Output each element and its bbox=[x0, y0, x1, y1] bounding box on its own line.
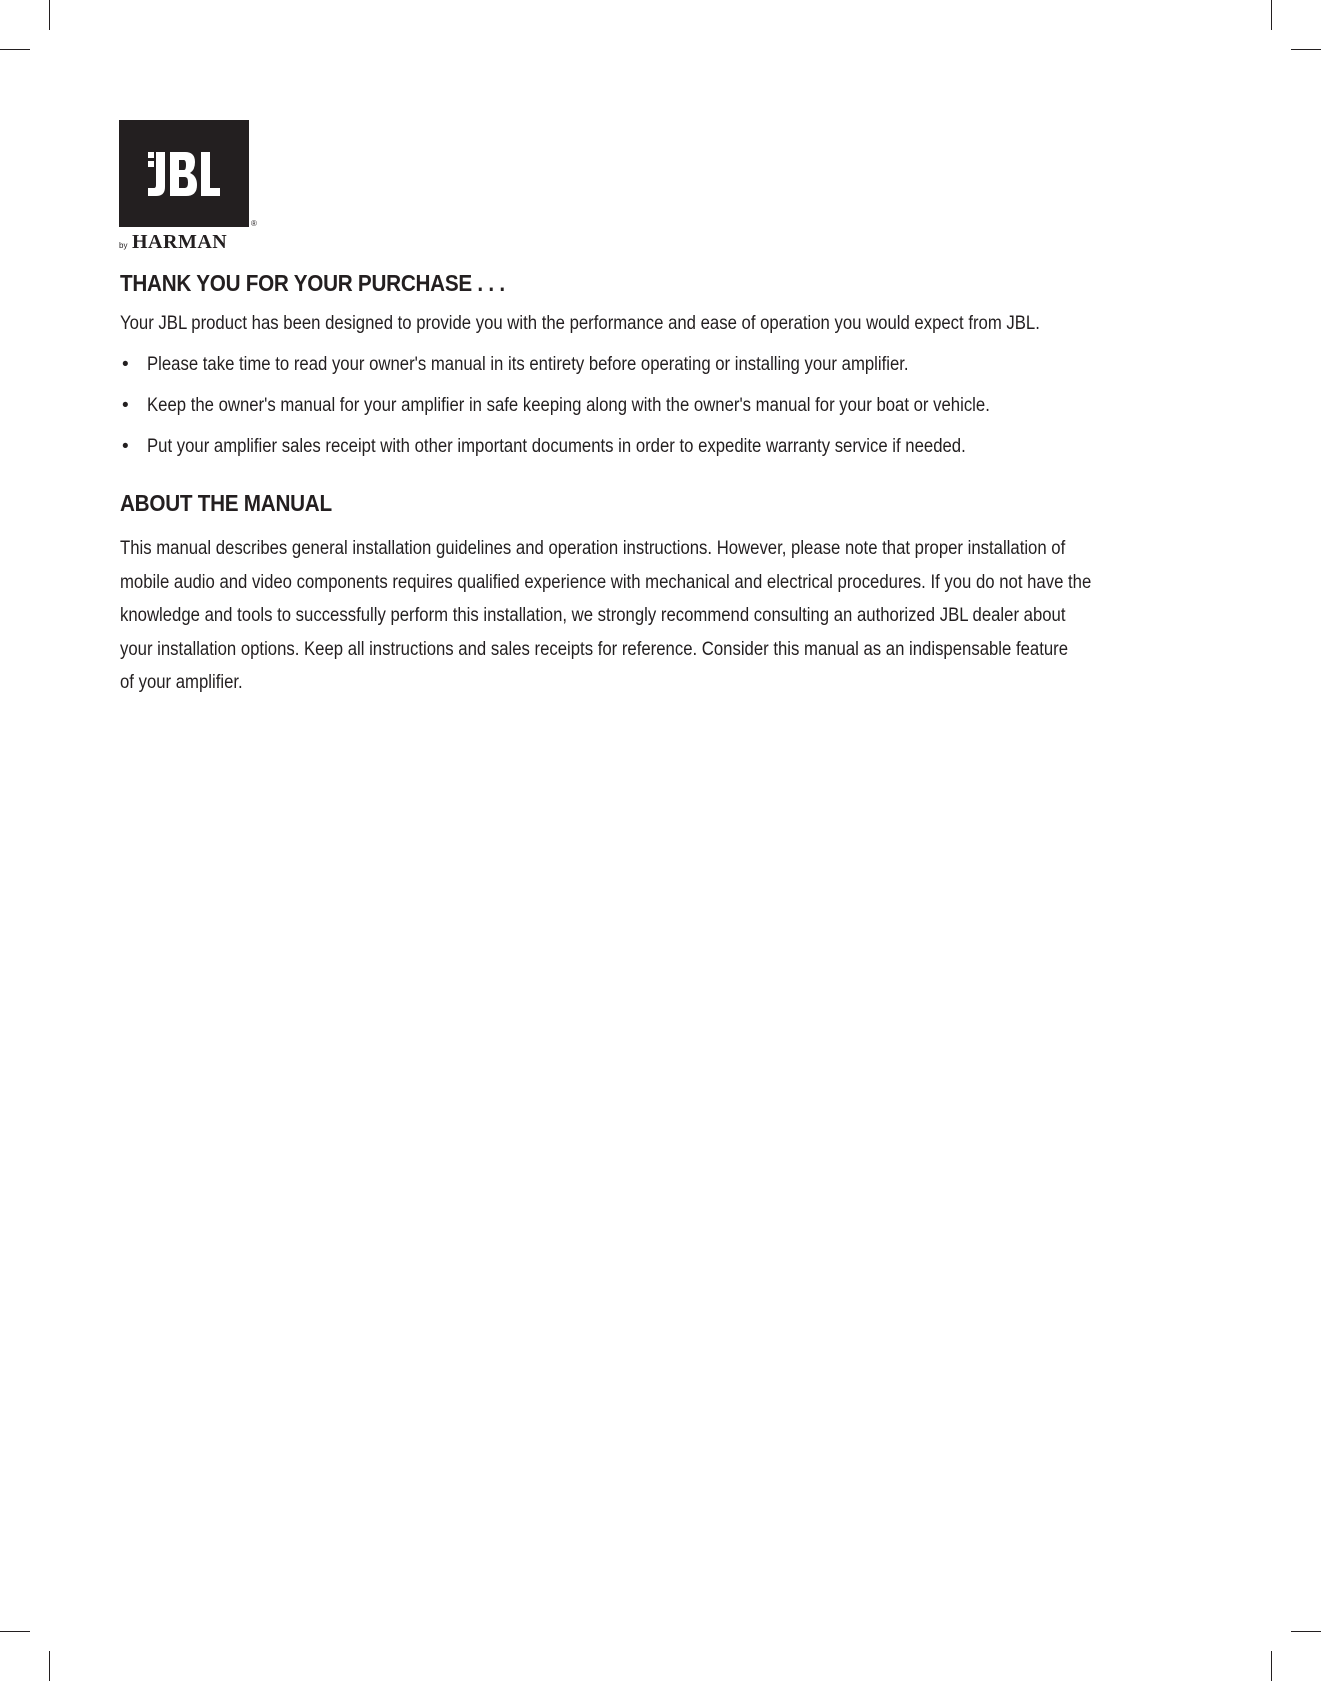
intro-paragraph: Your JBL product has been designed to provide you with the performance and ease of operation you would expect from JBL. bbox=[120, 313, 1040, 334]
crop-mark-bottom-right-horizontal bbox=[1291, 1631, 1321, 1632]
list-item-text: Put your amplifier sales receipt with other important documents in order to expedite warranty service if needed. bbox=[147, 436, 966, 457]
list-item bbox=[120, 435, 1200, 459]
heading-about-manual: ABOUT THE MANUAL bbox=[120, 490, 332, 516]
crop-mark-top-right-vertical bbox=[1271, 0, 1272, 30]
paragraph-line: of your amplifier. bbox=[120, 672, 243, 693]
logo-by-text: by bbox=[119, 241, 128, 250]
purchase-tips-list bbox=[120, 353, 1200, 459]
heading-thank-you: THANK YOU FOR YOUR PURCHASE . . . bbox=[120, 270, 505, 296]
crop-mark-top-right-horizontal bbox=[1291, 49, 1321, 50]
jbl-harman-logo bbox=[119, 120, 259, 255]
paragraph-line: mobile audio and video components requires qualified experience with mechanical and electrical procedures. If you do not have the bbox=[120, 571, 1092, 593]
crop-mark-bottom-right-vertical bbox=[1271, 1651, 1272, 1681]
crop-mark-bottom-left-horizontal bbox=[0, 1631, 30, 1632]
document-body bbox=[120, 270, 1200, 700]
jbl-logo-mark bbox=[119, 120, 249, 227]
registered-mark: ® bbox=[251, 219, 257, 228]
list-item bbox=[120, 353, 1200, 377]
crop-mark-top-left-vertical bbox=[49, 0, 50, 30]
bullet-icon: • bbox=[122, 436, 129, 457]
jbl-wordmark-icon bbox=[119, 120, 249, 227]
paragraph-line: your installation options. Keep all instructions and sales receipts for reference. Consider this manual as an indispensable feature bbox=[120, 638, 1069, 660]
bullet-icon: • bbox=[122, 395, 129, 416]
paragraph-line: knowledge and tools to successfully perform this installation, we strongly recommend consulting an authorized JBL dealer about bbox=[120, 605, 1066, 626]
harman-wordmark: HARMAN bbox=[132, 231, 228, 253]
crop-mark-bottom-left-vertical bbox=[49, 1651, 50, 1681]
crop-mark-top-left-horizontal bbox=[0, 49, 30, 50]
bullet-icon: • bbox=[122, 354, 129, 375]
paragraph-line: This manual describes general installation guidelines and operation instructions. However, please note that proper installation of bbox=[120, 538, 1066, 559]
list-item bbox=[120, 394, 1200, 418]
list-item-text: Keep the owner's manual for your amplifier in safe keeping along with the owner's manual for your boat or vehicle. bbox=[147, 395, 990, 416]
list-item-text: Please take time to read your owner's manual in its entirety before operating or installing your amplifier. bbox=[147, 354, 909, 375]
about-manual-paragraph bbox=[120, 532, 1200, 700]
